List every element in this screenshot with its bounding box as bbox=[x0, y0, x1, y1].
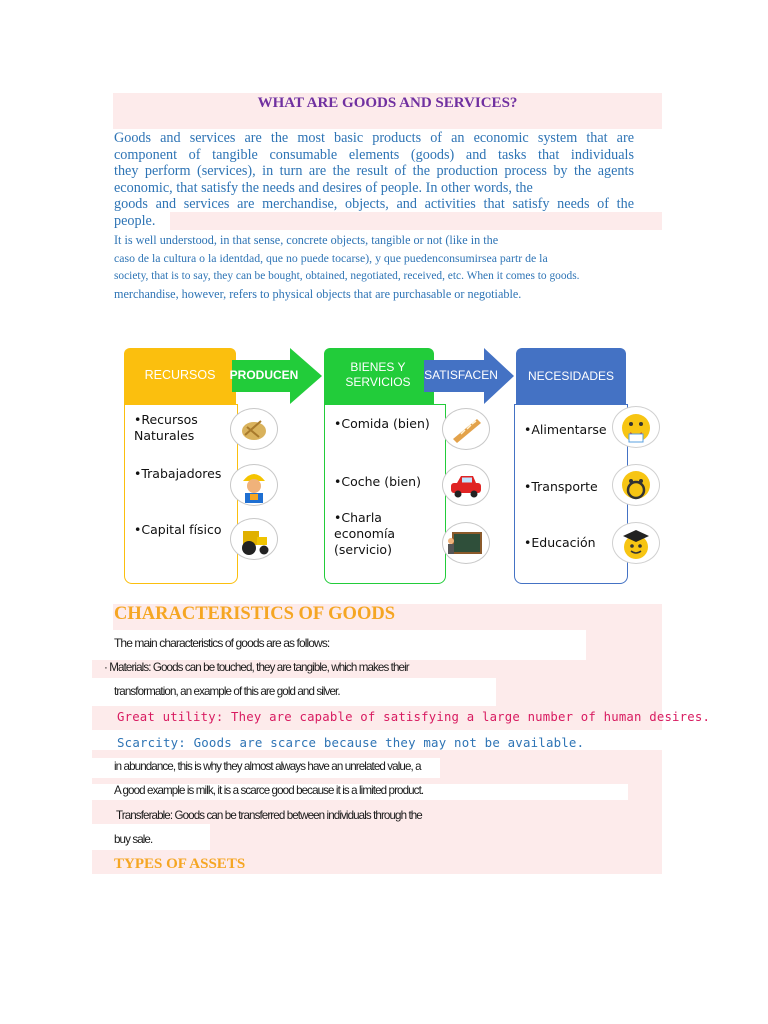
intro-line: economic, that satisfy the needs and desires of people. In other words, the bbox=[114, 179, 533, 196]
producen-label: PRODUCEN bbox=[229, 368, 299, 382]
types-heading: TYPES OF ASSETS bbox=[114, 856, 246, 872]
wheat-icon bbox=[230, 408, 278, 450]
item-recursos-naturales: •Recursos Naturales bbox=[134, 412, 198, 443]
characteristic-scarcity-example: A good example is milk, it is a scarce good because it is a limited product. bbox=[114, 784, 424, 797]
worker-icon bbox=[230, 464, 278, 506]
bienes-header: BIENES Y SERVICIOS bbox=[345, 360, 411, 389]
explanation-paragraph bbox=[114, 231, 654, 303]
band bbox=[440, 758, 662, 778]
explanation-line: society, that is to say, they can be bought, obtained, negotiated, received, etc. When it comes to goods. bbox=[114, 270, 580, 282]
band bbox=[586, 630, 662, 660]
intro-line: goods and services are merchandise, objects, and activities that satisfy needs of the bbox=[114, 196, 634, 212]
characteristic-scarcity-cont: in abundance, this is why they almost always have an unrelated value, a bbox=[114, 760, 421, 773]
bread-icon bbox=[442, 408, 490, 450]
page-title: WHAT ARE GOODS AND SERVICES? bbox=[257, 95, 518, 111]
characteristic-great-utility: Great utility: They are capable of satisfying a large number of human desires. bbox=[117, 710, 711, 724]
item-trabajadores: •Trabajadores bbox=[134, 466, 222, 481]
chalkboard-icon bbox=[442, 522, 490, 564]
explanation-line: merchandise, however, refers to physical objects that are purchasable or negotiable. bbox=[114, 287, 522, 301]
intro-line: they perform (services), in turn are the result of the production process by the agents bbox=[114, 163, 634, 179]
band bbox=[628, 784, 662, 800]
intro-line: component of tangible consumable elements (goods) and tasks that individuals bbox=[114, 146, 634, 163]
band bbox=[210, 824, 662, 850]
tractor-icon bbox=[230, 518, 278, 560]
intro-line: Goods and services are the most basic products of an economic system that are bbox=[114, 130, 634, 146]
characteristic-transferable-cont: buy sale. bbox=[114, 833, 153, 846]
item-transporte: •Transporte bbox=[524, 479, 598, 494]
intro-line: people. bbox=[114, 212, 156, 229]
item-comida: •Comida (bien) bbox=[334, 416, 430, 431]
satisfacen-label: SATISFACEN bbox=[424, 368, 498, 382]
driving-emoji-icon bbox=[612, 464, 660, 506]
characteristic-scarcity: Scarcity: Goods are scarce because they may not be available. bbox=[117, 735, 585, 750]
eating-emoji-icon bbox=[612, 406, 660, 448]
goods-services-diagram bbox=[120, 346, 660, 586]
band bbox=[496, 678, 662, 706]
graduate-emoji-icon bbox=[612, 522, 660, 564]
item-capital-fisico: •Capital físico bbox=[134, 522, 222, 537]
band bbox=[92, 750, 662, 758]
necesidades-header: NECESIDADES bbox=[527, 369, 615, 383]
car-icon bbox=[442, 464, 490, 506]
intro-paragraph bbox=[114, 130, 634, 229]
characteristic-materials-cont: transformation, an example of this are gold and silver. bbox=[114, 685, 340, 698]
recursos-header: RECURSOS bbox=[144, 368, 216, 382]
item-alimentarse: •Alimentarse bbox=[524, 422, 607, 437]
explanation-line: caso de la cultura o la identdad, que no puede tocarse), y que puedenconsumirsea partr de la bbox=[114, 251, 548, 265]
characteristic-transferable: Transferable: Goods can be transferred between individuals through the bbox=[116, 809, 422, 822]
item-coche: •Coche (bien) bbox=[334, 474, 421, 489]
characteristic-materials: · Materials: Goods can be touched, they are tangible, which makes their bbox=[104, 661, 409, 674]
explanation-line: It is well understood, in that sense, concrete objects, tangible or not (like in the bbox=[114, 233, 499, 247]
characteristics-intro: The main characteristics of goods are as follows: bbox=[114, 636, 330, 650]
item-charla: •Charla economía (servicio) bbox=[334, 510, 396, 557]
item-educacion: •Educación bbox=[524, 535, 596, 550]
characteristics-heading: CHARACTERISTICS OF GOODS bbox=[114, 604, 395, 624]
